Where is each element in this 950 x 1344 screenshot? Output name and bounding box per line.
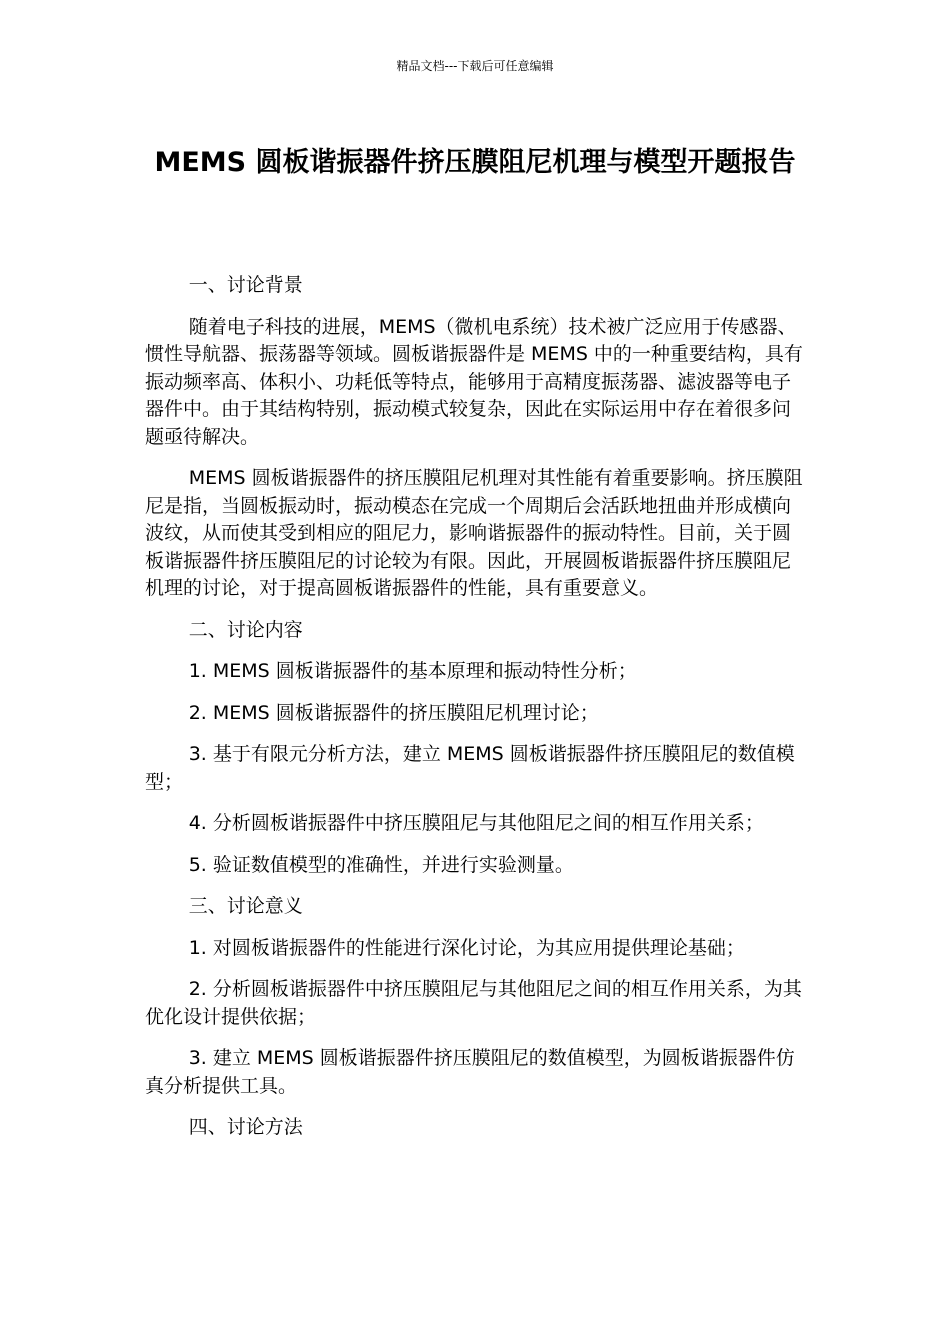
page-header: 精品文档---下载后可任意编辑 (396, 59, 554, 73)
section-heading-significance: 三、讨论意义 (188, 895, 303, 917)
paragraph-background-1: 随着电子科技的进展，MEMS（微机电系统）技术被广泛应用于传感器、惯性导航器、振荡器等领域。圆板谐振器件是 MEMS 中的一种重要结构，具有振动频率高、体积小、功耗低等特点，能够用于高精度振荡器、滤波器等电子器件中。由于其结构特别，振动模式较复杂，因此在实际运用中存在着很多问题亟待解决。 (145, 315, 803, 448)
content-item-4: 4. 分析圆板谐振器件中挤压膜阻尼与其他阻尼之间的相互作用关系； (188, 812, 764, 834)
section-heading-background: 一、讨论背景 (188, 274, 303, 296)
significance-item-3: 3. 建立 MEMS 圆板谐振器件挤压膜阻尼的数值模型，为圆板谐振器件仿真分析提供工具。 (145, 1047, 795, 1097)
significance-item-1: 1. 对圆板谐振器件的性能进行深化讨论，为其应用提供理论基础； (188, 936, 745, 959)
section-heading-content: 二、讨论内容 (188, 618, 303, 641)
document-body (145, 272, 805, 1156)
content-item-5: 5. 验证数值模型的准确性，并进行实验测量。 (188, 853, 574, 876)
content-item-1: 1. MEMS 圆板谐振器件的基本原理和振动特性分析； (188, 660, 637, 682)
significance-item-2: 2. 分析圆板谐振器件中挤压膜阻尼与其他阻尼之间的相互作用关系，为其优化设计提供依据； (145, 978, 802, 1028)
content-item-3: 3. 基于有限元分析方法，建立 MEMS 圆板谐振器件挤压膜阻尼的数值模型； (145, 743, 795, 793)
document-title: MEMS 圆板谐振器件挤压膜阻尼机理与模型开题报告 (154, 147, 796, 178)
content-item-2: 2. MEMS 圆板谐振器件的挤压膜阻尼机理讨论； (188, 701, 599, 724)
paragraph-background-2: MEMS 圆板谐振器件的挤压膜阻尼机理对其性能有着重要影响。挤压膜阻尼是指，当圆板振动时，振动模态在完成一个周期后会活跃地扭曲并形成横向波纹，从而使其受到相应的阻尼力，影响谐振器件的振动特性。目前，关于圆板谐振器件挤压膜阻尼的讨论较为有限。因此，开展圆板谐振器件挤压膜阻尼机理的讨论，对于提高圆板谐振器件的性能，具有重要意义。 (145, 467, 803, 599)
section-heading-method: 四、讨论方法 (188, 1116, 303, 1138)
